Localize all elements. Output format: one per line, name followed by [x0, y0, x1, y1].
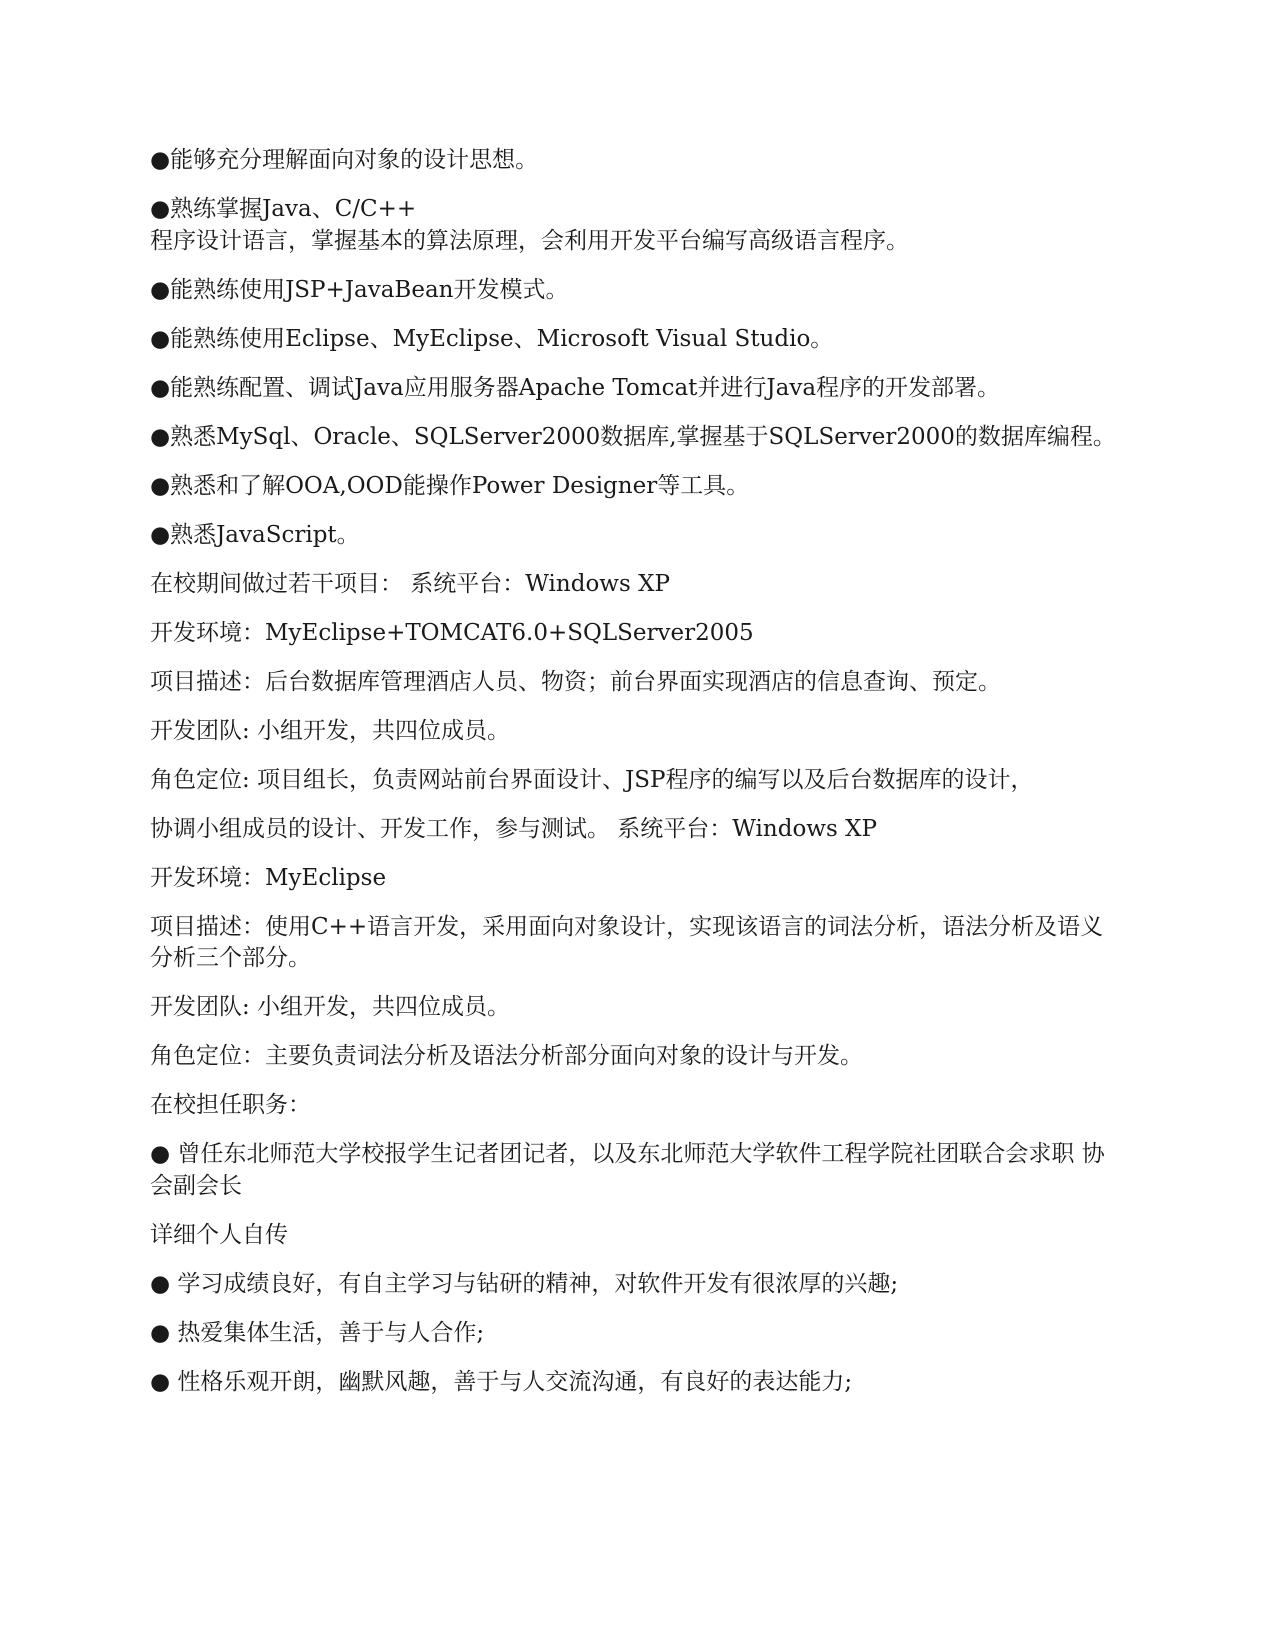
self-description-item-personality: ● 性格乐观开朗，幽默风趣，善于与人交流沟通，有良好的表达能力;	[150, 1368, 853, 1395]
self-description-item-teamwork: ● 热爱集体生活，善于与人合作;	[150, 1319, 485, 1346]
skill-item-oop: ●能够充分理解面向对象的设计思想。	[150, 147, 539, 173]
campus-positions-heading: 在校担任职务：	[150, 1092, 311, 1118]
project1-role-cont-platform: 协调小组成员的设计、开发工作，参与测试。 系统平台：Windows XP	[150, 815, 877, 842]
skill-item-database: ●熟悉MySql、Oracle、SQLServer2000数据库,掌握基于SQLServer2000的数据库编程。	[150, 423, 1116, 450]
self-description-item-study: ● 学习成绩良好，有自主学习与钻研的精神，对软件开发有很浓厚的兴趣;	[150, 1270, 899, 1297]
project1-environment: 开发环境：MyEclipse+TOMCAT6.0+SQLServer2005	[150, 619, 754, 646]
skill-item-ooa-ood: ●熟悉和了解OOA,OOD能操作Power Designer等工具。	[150, 472, 750, 499]
skill-item-ide: ●能熟练使用Eclipse、MyEclipse、Microsoft Visual Studio。	[150, 325, 834, 352]
project2-role: 角色定位：主要负责词法分析及语法分析部分面向对象的设计与开发。	[150, 1043, 863, 1069]
project2-environment: 开发环境：MyEclipse	[150, 864, 387, 891]
self-description-heading: 详细个人自传	[150, 1221, 288, 1248]
campus-position-item: ● 曾任东北师范大学校报学生记者团记者，以及东北师范大学软件工程学院社团联合会求职 协会副会长	[150, 1141, 1105, 1199]
document-body	[150, 145, 1120, 1416]
project1-team: 开发团队: 小组开发，共四位成员。	[150, 717, 511, 744]
skill-item-jsp: ●能熟练使用JSP+JavaBean开发模式。	[150, 276, 569, 303]
project1-description: 项目描述：后台数据库管理酒店人员、物资；前台界面实现酒店的信息查询、预定。	[150, 668, 1001, 695]
skill-item-tomcat: ●能熟练配置、调试Java应用服务器Apache Tomcat并进行Java程序的开发部署。	[150, 374, 1001, 401]
skill-item-javascript: ●熟悉JavaScript。	[150, 521, 360, 548]
project-intro-platform: 在校期间做过若干项目： 系统平台：Windows XP	[150, 570, 670, 597]
project1-role: 角色定位: 项目组长，负责网站前台界面设计、JSP程序的编写以及后台数据库的设计，	[150, 766, 1034, 793]
project2-team: 开发团队: 小组开发，共四位成员。	[150, 994, 511, 1020]
skill-item-languages: ●熟练掌握Java、C/C++ 程序设计语言，掌握基本的算法原理，会利用开发平台编写高级语言程序。	[150, 196, 909, 254]
project2-description: 项目描述：使用C++语言开发，采用面向对象设计，实现该语言的词法分析，语法分析及语义分析三个部分。	[150, 913, 1104, 971]
